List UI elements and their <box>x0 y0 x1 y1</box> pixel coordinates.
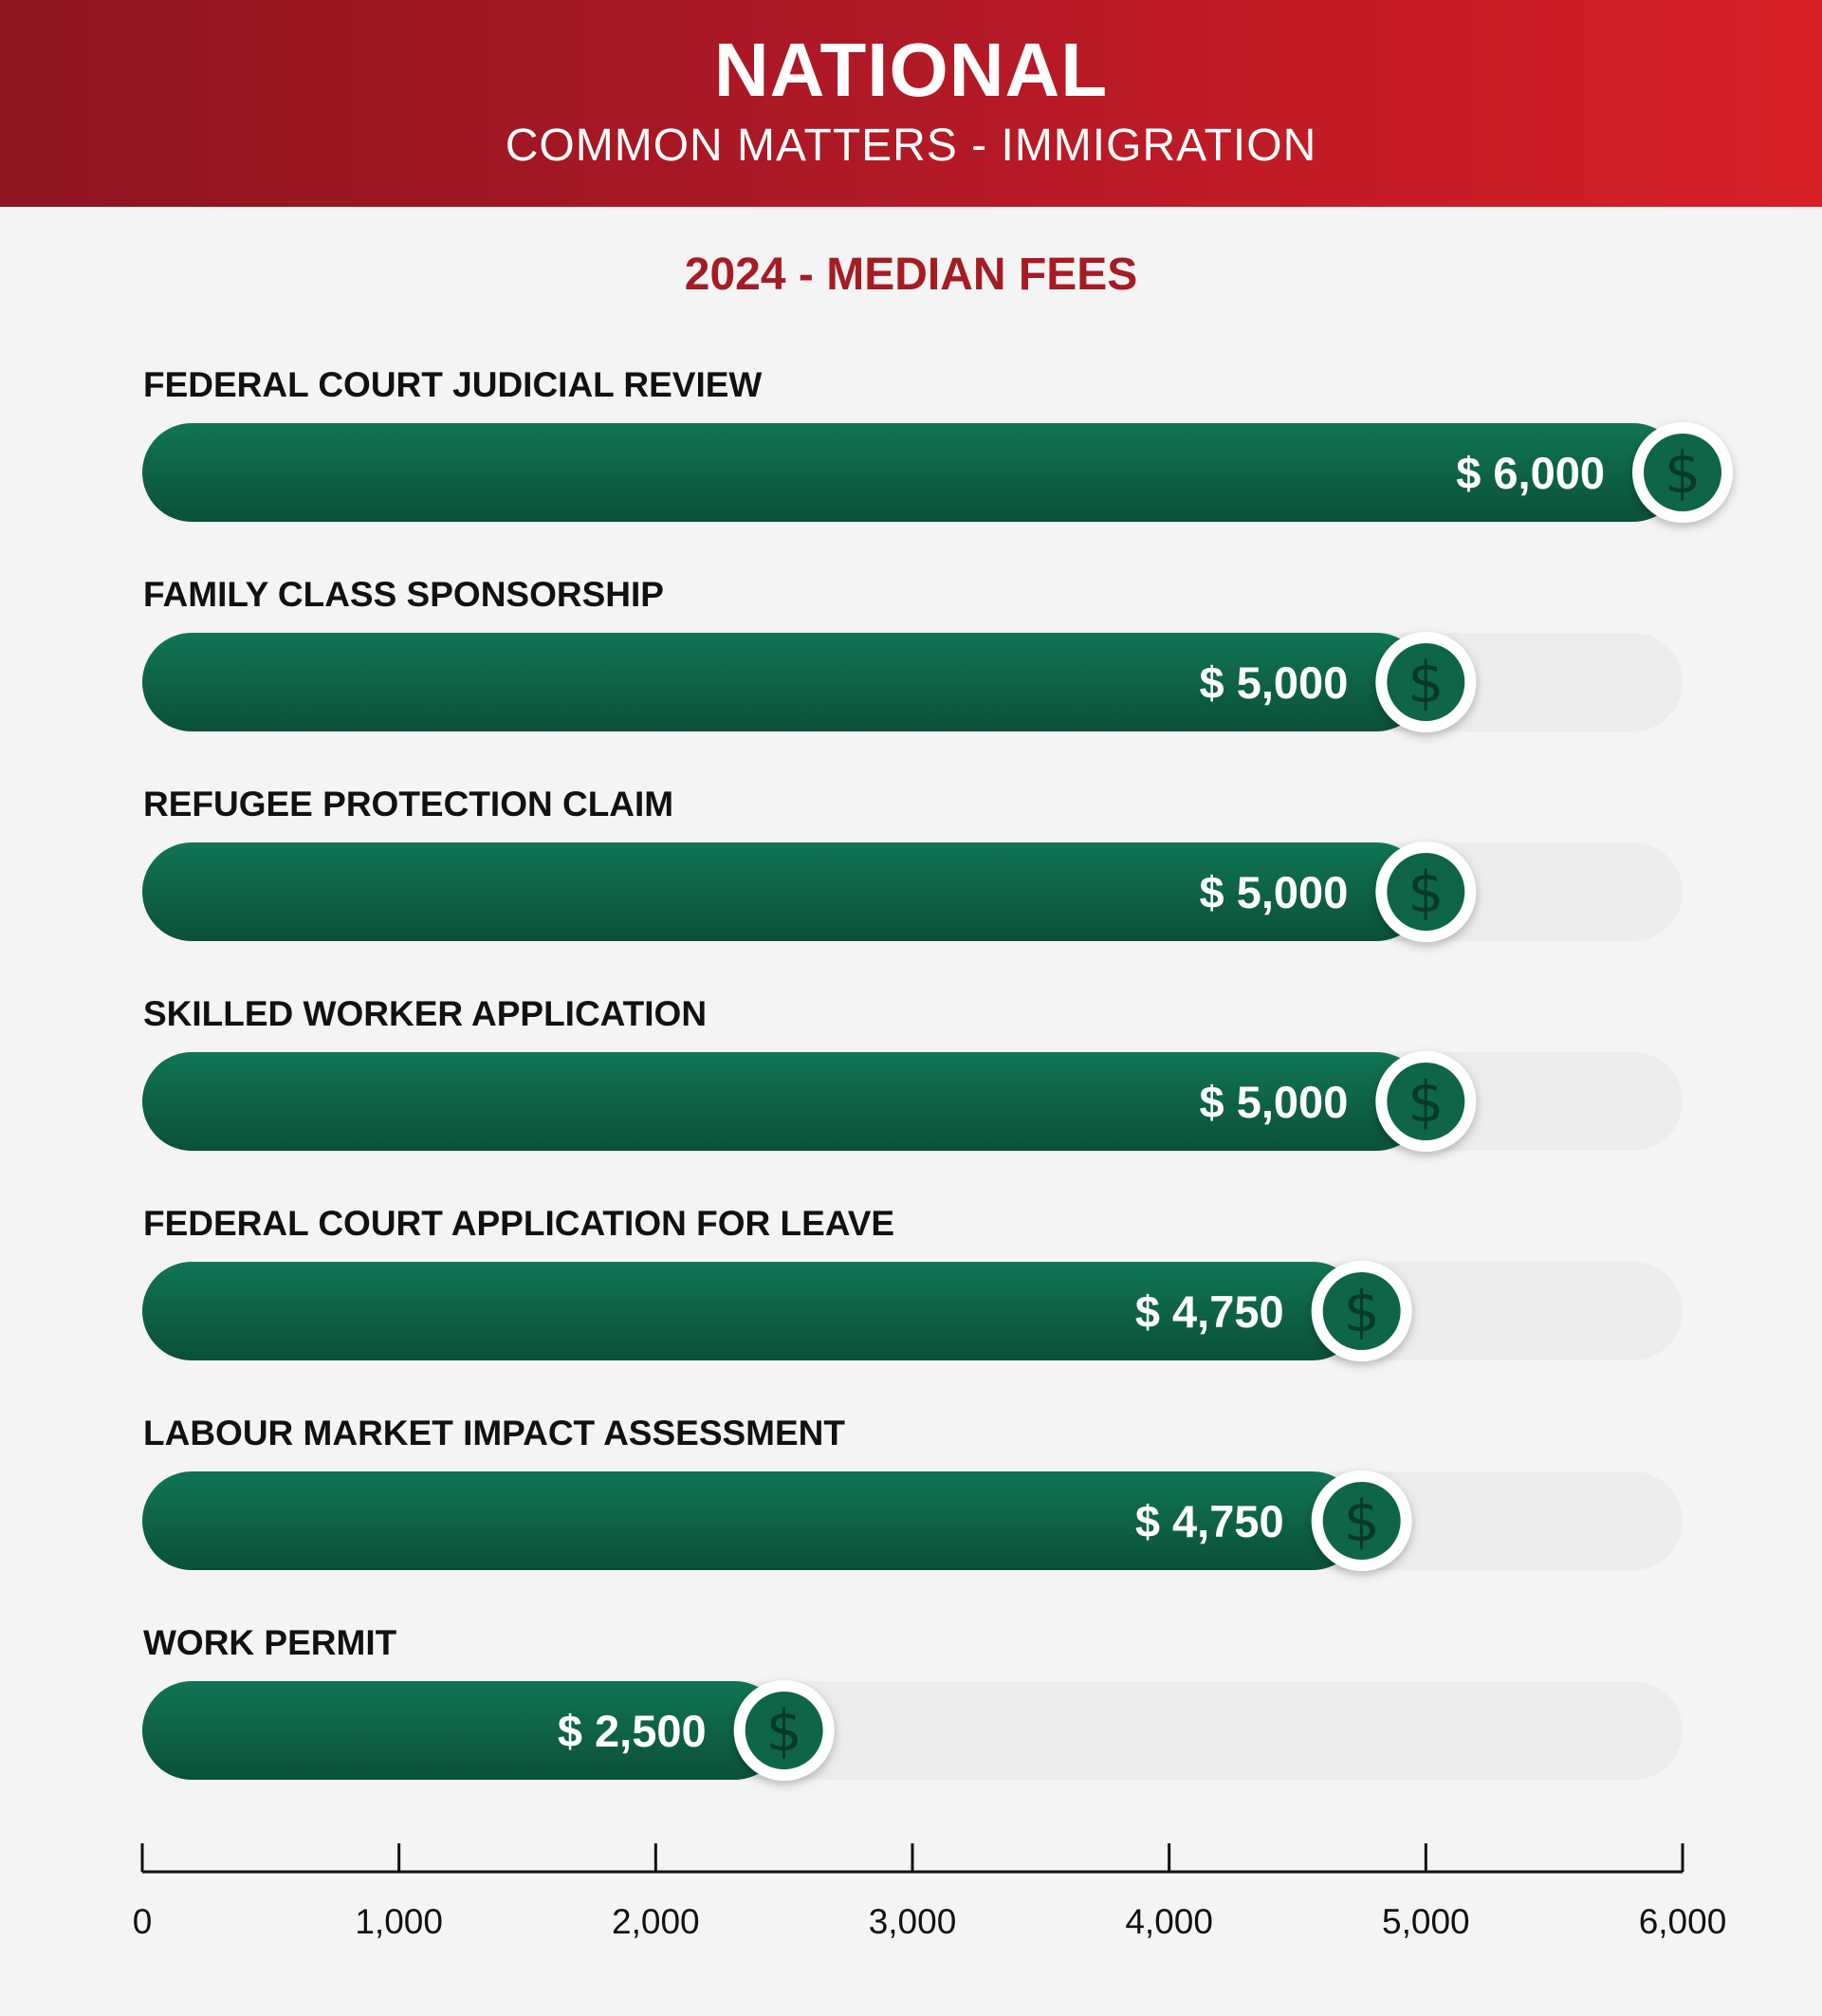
category-label: FEDERAL COURT APPLICATION FOR LEAVE <box>143 1204 895 1243</box>
dollar-sign-icon: $ <box>1408 860 1445 926</box>
category-label: FEDERAL COURT JUDICIAL REVIEW <box>143 365 763 404</box>
page-title: NATIONAL <box>713 28 1109 112</box>
dollar-sign-icon: $ <box>1343 1489 1380 1555</box>
value-label: $ 2,500 <box>557 1706 707 1756</box>
chart-title: 2024 - MEDIAN FEES <box>684 250 1138 300</box>
dollar-sign-icon: $ <box>1408 1069 1445 1136</box>
x-axis <box>133 1843 1727 1941</box>
x-tick-label: 6,000 <box>1638 1902 1727 1941</box>
value-label: $ 5,000 <box>1199 657 1349 708</box>
x-tick-label: 0 <box>132 1902 153 1941</box>
bars-group <box>142 365 1733 1781</box>
dollar-sign-icon: $ <box>1408 650 1445 716</box>
bar <box>142 423 1683 522</box>
dollar-sign-icon: $ <box>1664 440 1702 507</box>
x-tick-label: 5,000 <box>1382 1902 1470 1941</box>
category-label: FAMILY CLASS SPONSORSHIP <box>143 575 664 614</box>
dollar-sign-icon: $ <box>765 1698 802 1765</box>
category-label: WORK PERMIT <box>143 1623 397 1662</box>
value-label: $ 4,750 <box>1134 1496 1284 1546</box>
category-label: REFUGEE PROTECTION CLAIM <box>143 785 674 823</box>
category-label: LABOUR MARKET IMPACT ASSESSMENT <box>143 1414 845 1452</box>
value-label: $ 5,000 <box>1199 1077 1349 1127</box>
value-label: $ 6,000 <box>1456 448 1605 498</box>
dollar-sign-icon: $ <box>1343 1279 1380 1345</box>
value-label: $ 4,750 <box>1134 1286 1284 1337</box>
value-label: $ 5,000 <box>1199 867 1349 917</box>
x-tick-label: 2,000 <box>612 1902 700 1941</box>
page-subtitle: COMMON MATTERS - IMMIGRATION <box>505 120 1317 171</box>
category-label: SKILLED WORKER APPLICATION <box>143 994 708 1033</box>
x-tick-label: 4,000 <box>1125 1902 1213 1941</box>
x-tick-label: 1,000 <box>355 1902 443 1941</box>
x-tick-label: 3,000 <box>868 1902 957 1941</box>
